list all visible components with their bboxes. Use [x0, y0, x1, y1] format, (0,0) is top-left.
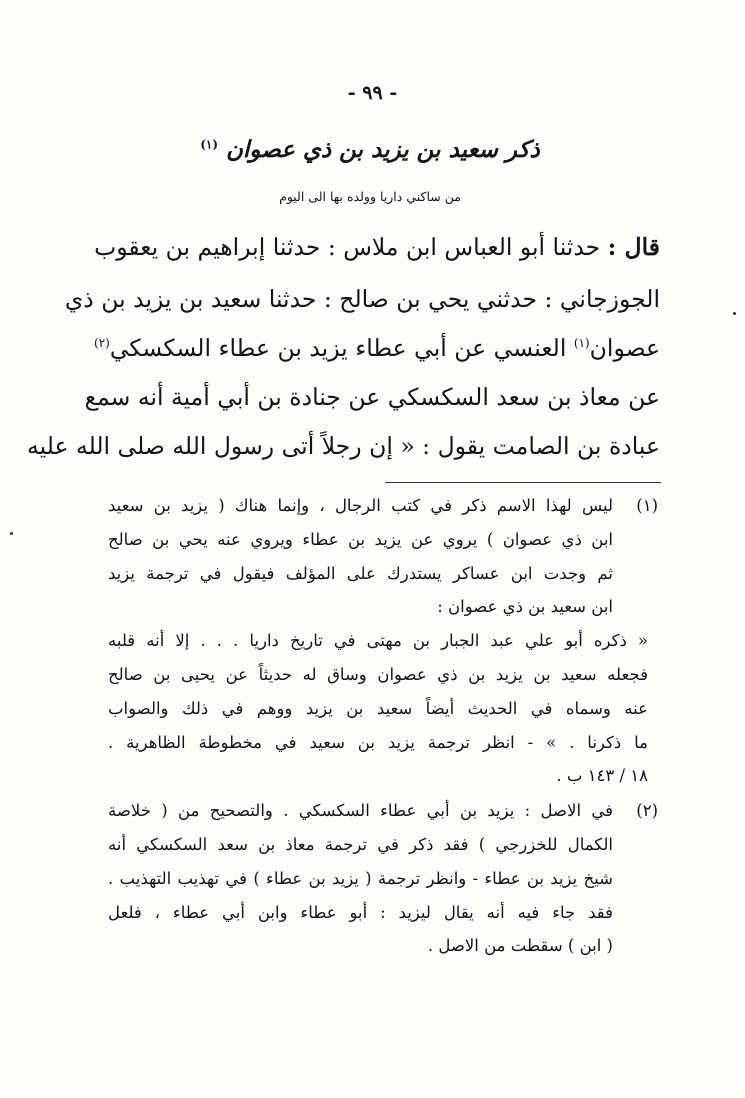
body-line-3-b: العنسي عن أبي عطاء يزيد بن عطاء السكسكي [109, 334, 567, 362]
scan-speck [10, 532, 13, 535]
page-number: - ٩٩ - [347, 82, 398, 104]
footnote-ref-1: (١) [573, 336, 590, 351]
body-line-5: عبادة بن الصامت يقول : « إن رجلاً أتى رسول الله صلى الله عليه [27, 432, 660, 460]
footnote-2-line: الكمال للخزرجي ) فقد ذكر في ترجمة معاذ بن سعد السكسكي أنه [108, 835, 613, 854]
footnote-1-line: ابن سعيد بن ذي عصوان : [437, 597, 613, 616]
scan-speck [733, 312, 736, 315]
footnote-1-line: ابن ذي عصوان ) يروي عن يزيد بن عطاء ويروي عنه يحي بن صالح [108, 530, 613, 549]
footnote-1-line: « ذكره أبو علي عبد الجبار بن مهتى في تاريخ داريا . . . إلا أنه قلبه [108, 631, 648, 650]
body-line-4: عن معاذ بن سعد السكسكي عن جنادة بن أبي أمية أنه سمع [84, 383, 660, 411]
body-line-1: حدثنا أبو العباس ابن ملاس : حدثنا إبراهيم بن يعقوب [94, 233, 601, 261]
footnote-1-line: ليس لهذا الاسم ذكر في كتب الرجال ، وإنما هناك ( يزيد بن سعيد [108, 496, 613, 515]
footnote-ref-2: (٢) [94, 336, 110, 351]
footnote-divider [385, 482, 661, 483]
footnote-2-line: شيخ يزيد بن عطاء - وانظر ترجمة ( يزيد بن عطاء ) في تهذيب التهذيب . [108, 869, 613, 888]
footnote-1-line: ثم وجدت ابن عساكر يستدرك على المؤلف فيقول في ترجمة يزيد [108, 564, 613, 583]
footnote-2-line: في الاصل : يزيد بن أبي عطاء السكسكي . والتصحيح من ( خلاصة [108, 801, 613, 820]
body-line-3 [94, 334, 660, 362]
body-line [94, 233, 660, 261]
footnote-2-number: (٢) [636, 801, 658, 820]
footnote-1-line: فجعله سعيد بن يزيد بن ذي عصوان وساق له حديثاً عن يحيى بن صالح [108, 665, 648, 684]
chapter-title-text: ذكر سعيد بن يزيد بن ذي عصوان [226, 136, 540, 163]
footnote-1-number: (١) [636, 496, 658, 515]
body-lead-word: قال : [607, 233, 660, 261]
footnote-1-line: ١٨ / ١٤٣ ب . [556, 766, 648, 785]
footnote-2-line: ( ابن ) سقطت من الاصل . [427, 936, 613, 955]
footnote-1-line: عنه وسماه في الحديث أيضاً سعيد بن يزيد ووهم في ذلك والصواب [108, 699, 648, 718]
footnote-1-line: ما ذكرنا . » - انظر ترجمة يزيد بن سعيد في مخطوطة الظاهرية . [108, 733, 648, 752]
chapter-subtitle: من ساكني داريا وولده بها الى اليوم [279, 189, 461, 204]
footnote-2-line: فقد جاء فيه أنه يقال ليزيد : أبو عطاء وابن أبي عطاء ، فلعل [108, 903, 613, 922]
body-line-3-a: عصوان [589, 334, 660, 362]
title-footnote-ref: (١) [200, 137, 219, 152]
chapter-title [200, 136, 540, 163]
body-line-2: الجوزجاني : حدثني يحي بن صالح : حدثنا سعيد بن يزيد بن ذي [64, 285, 660, 313]
